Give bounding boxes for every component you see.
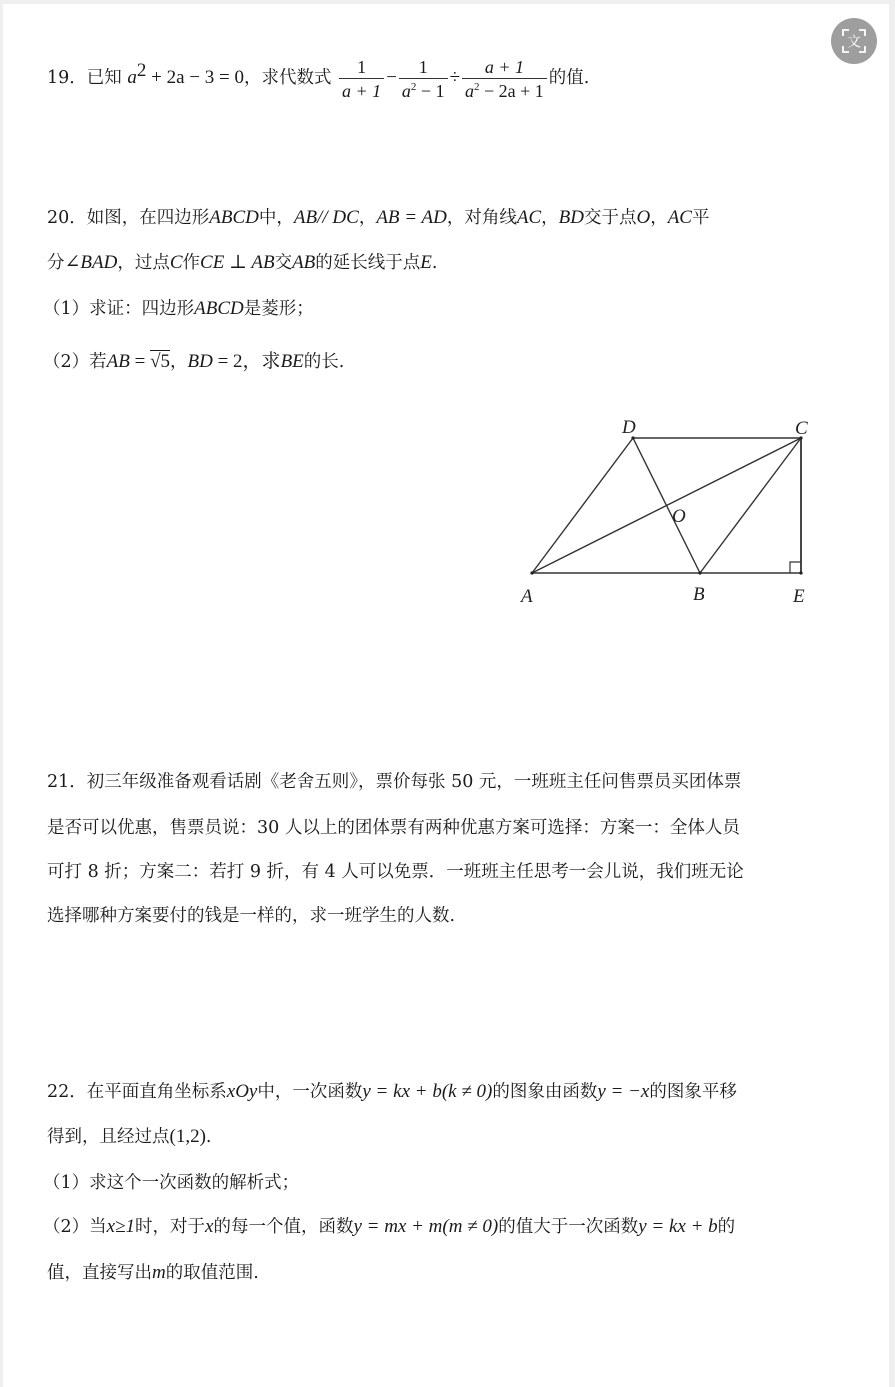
q19-fraction-2 xyxy=(399,57,448,101)
text: （1）求证：四边形 xyxy=(43,299,195,319)
point-B xyxy=(698,571,701,574)
point-E xyxy=(799,571,802,574)
math: y = kx + b(k ≠ 0) xyxy=(362,1081,493,1102)
q19-text-2: ，求代数式 xyxy=(243,68,332,88)
question-21-line-2: 是否可以优惠，售票员说：30 人以上的团体票有两种优惠方案可选择：方案一：全体人员 xyxy=(47,818,740,838)
exponent: 2 xyxy=(410,80,417,93)
text: . xyxy=(205,1127,212,1147)
math: BE xyxy=(280,351,304,372)
text: 中，一次函数 xyxy=(257,1082,363,1102)
text: 20．如图，在四边形 xyxy=(47,208,210,228)
den-rest: − 2a + 1 xyxy=(479,80,544,101)
text: ， xyxy=(170,352,188,372)
text: 22．在平面直角坐标系 xyxy=(47,1082,227,1102)
q19-text-3: 的值. xyxy=(548,68,590,88)
math: AB xyxy=(106,351,130,372)
q19-cond-exp: 2 xyxy=(136,60,147,81)
text: 的图象由函数 xyxy=(492,1082,598,1102)
text: （2）若 xyxy=(43,352,107,372)
q19-number: 19． xyxy=(47,68,87,88)
text: 的 xyxy=(717,1217,736,1237)
fraction-denominator: a + 1 xyxy=(339,78,384,101)
exponent: 2 xyxy=(474,80,480,93)
math: ABCD xyxy=(194,298,244,319)
math: AB// DC xyxy=(293,207,359,228)
label-O: O xyxy=(672,506,686,527)
text: 的每一个值，函数 xyxy=(213,1217,354,1237)
text: 的长. xyxy=(303,352,345,372)
translate-scan-icon xyxy=(841,28,867,54)
minus-sign: − xyxy=(386,67,397,88)
label-A: A xyxy=(521,586,533,607)
math: x≥1 xyxy=(106,1216,136,1237)
math: x xyxy=(205,1216,214,1237)
document-page xyxy=(3,4,889,1387)
text: 中， xyxy=(258,208,294,228)
segment-AD xyxy=(532,438,633,573)
math: E xyxy=(420,252,432,273)
text: 的图象平移 xyxy=(649,1082,737,1102)
label-C: C xyxy=(795,418,808,439)
question-22-line-2 xyxy=(47,1125,211,1149)
math: xOy xyxy=(226,1081,258,1102)
math: CE ⊥ AB xyxy=(200,252,275,273)
fraction-numerator: a + 1 xyxy=(484,56,524,77)
question-22-part-1: （1）求这个一次函数的解析式； xyxy=(43,1173,300,1193)
text: 平 xyxy=(691,208,710,228)
fraction-denominator xyxy=(399,78,448,101)
math: AB xyxy=(292,252,316,273)
math: AC xyxy=(667,207,692,228)
label-D: D xyxy=(622,417,636,438)
math: (1,2) xyxy=(169,1126,206,1147)
text: 时，对于 xyxy=(135,1217,206,1237)
text: ，过点 xyxy=(117,253,170,273)
question-20-part-2 xyxy=(43,350,344,374)
text: = 2，求 xyxy=(212,351,281,372)
math: y = −x xyxy=(597,1081,650,1102)
math: AC xyxy=(516,207,542,228)
fraction-numerator: 1 xyxy=(357,56,367,77)
math: y = mx + m(m ≠ 0) xyxy=(353,1216,499,1237)
segment-BD xyxy=(633,438,700,573)
text: （2）当 xyxy=(43,1217,107,1237)
math: y = kx + b xyxy=(638,1216,718,1237)
divide-sign: ÷ xyxy=(449,67,460,88)
label-E: E xyxy=(793,586,805,607)
q19-cond-a: a xyxy=(127,67,137,88)
segment-BC xyxy=(700,438,801,573)
text: . xyxy=(431,253,438,273)
math: ∠BAD xyxy=(64,252,118,273)
math: BD xyxy=(187,351,213,372)
math: ABCD xyxy=(209,207,259,228)
text: ，对角线 xyxy=(446,208,517,228)
question-21-line-3: 可打 8 折；方案二：若打 9 折，有 4 人可以免票．一班班主任思考一会儿说，我们班无论 xyxy=(47,862,744,882)
var-a: a xyxy=(465,80,474,101)
math: C xyxy=(169,252,183,273)
label-B: B xyxy=(693,584,705,605)
math: = xyxy=(129,351,151,372)
text: 交于点 xyxy=(583,208,637,228)
question-20-line-1 xyxy=(47,206,709,230)
text: ， xyxy=(541,208,559,228)
rhombus-figure xyxy=(518,414,818,614)
math: m xyxy=(152,1262,166,1283)
question-19 xyxy=(47,52,589,104)
question-22-part-2 xyxy=(43,1215,735,1239)
math: BD xyxy=(558,207,584,228)
text: 的值大于一次函数 xyxy=(498,1217,639,1237)
text: 是菱形； xyxy=(243,299,314,319)
svg-text:文: 文 xyxy=(847,34,861,51)
point-A xyxy=(530,571,533,574)
var-a: a xyxy=(401,80,411,101)
sqrt-5: √5 xyxy=(150,351,171,372)
question-20-part-1 xyxy=(43,297,314,321)
fraction-numerator: 1 xyxy=(418,56,428,77)
question-21-line-4: 选择哪种方案要付的钱是一样的，求一班学生的人数. xyxy=(47,906,456,926)
q19-fraction-3 xyxy=(462,57,547,101)
right-angle-mark xyxy=(790,562,801,573)
translate-button[interactable] xyxy=(831,18,877,64)
den-rest: − 1 xyxy=(416,80,445,101)
q19-fraction-1 xyxy=(339,57,384,101)
text: 的取值范围. xyxy=(165,1263,259,1283)
text: ， xyxy=(650,208,668,228)
text: 的延长线于点 xyxy=(315,253,421,273)
question-21-line-1: 21．初三年级准备观看话剧《老舍五则》，票价每张 50 元，一班班主任问售票员买团体票 xyxy=(47,772,742,792)
text: 得到，且经过点 xyxy=(47,1127,170,1147)
text: 分 xyxy=(47,253,65,273)
text: ， xyxy=(358,208,377,228)
text: 作 xyxy=(182,253,201,273)
text: 交 xyxy=(274,253,293,273)
question-20-line-2 xyxy=(47,251,437,275)
q19-text-1: 已知 xyxy=(86,68,122,88)
question-22-line-1 xyxy=(47,1080,737,1104)
math: AB = AD xyxy=(376,207,447,228)
question-22-part-2-cont xyxy=(47,1261,259,1285)
fraction-denominator xyxy=(462,78,547,101)
q19-cond-rest: + 2a − 3 = 0 xyxy=(146,67,244,88)
text: 值，直接写出 xyxy=(47,1263,152,1283)
math: O xyxy=(636,207,651,228)
